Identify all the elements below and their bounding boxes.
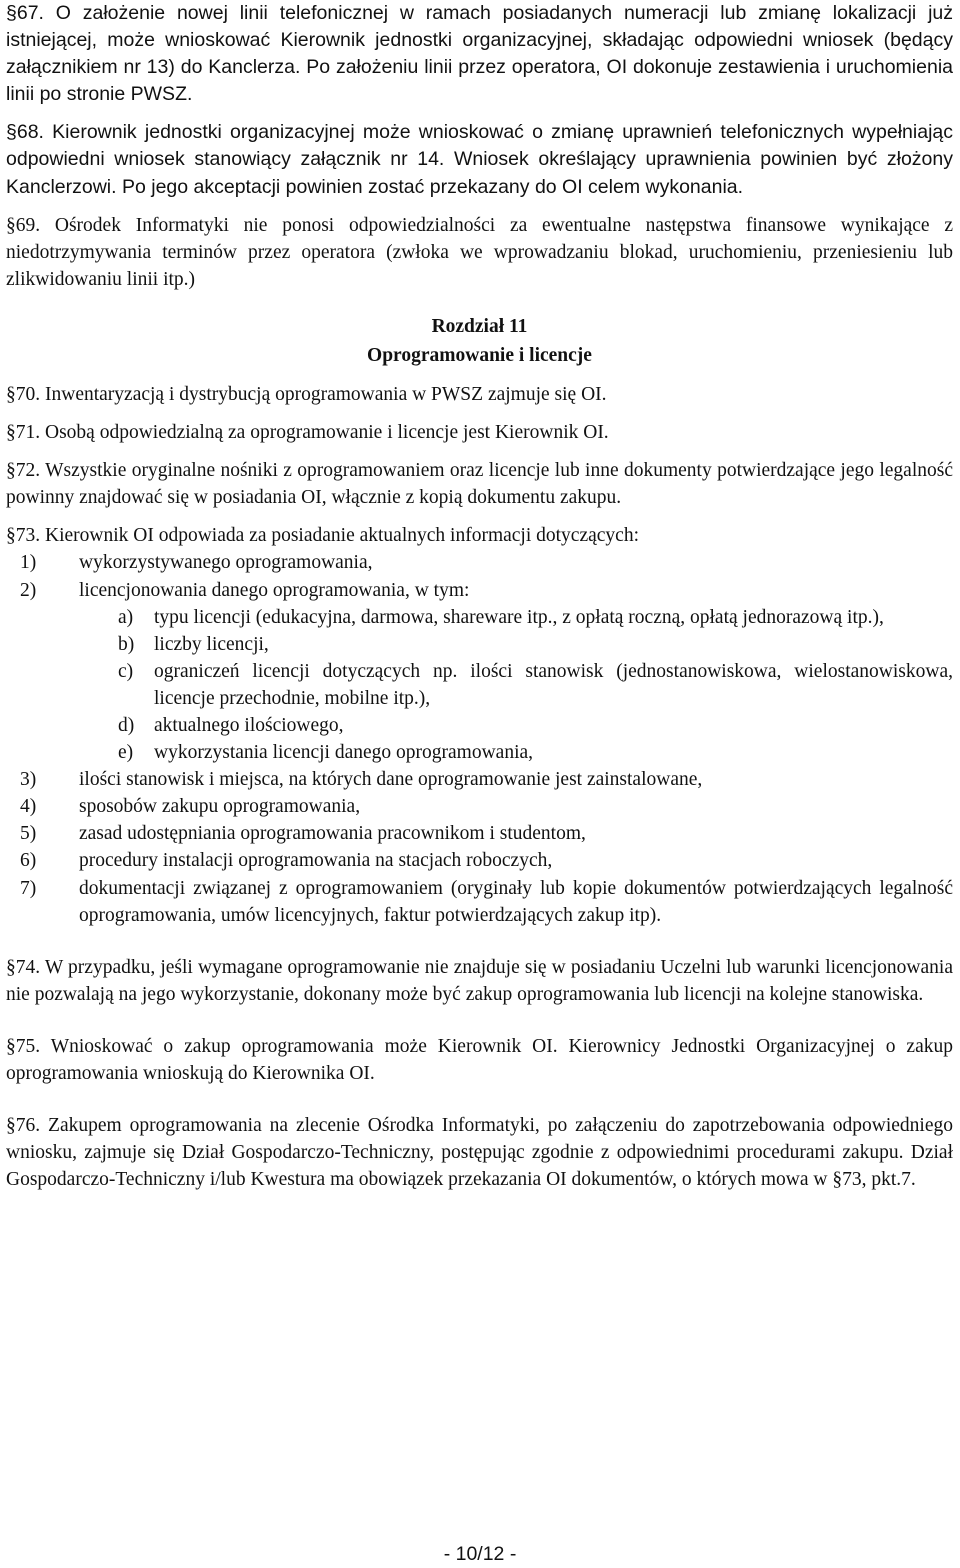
paragraph-70: §70. Inwentaryzacją i dystrybucją oprogramowania w PWSZ zajmuje się OI. — [6, 383, 607, 405]
sub-list-item — [6, 631, 953, 658]
sub-list-item — [6, 658, 953, 712]
sub-list-item — [6, 712, 953, 739]
sub-list-item-text: typu licencji (edukacyjna, darmowa, shareware itp., z opłatą roczną, opłatą jednorazową itp.), — [154, 606, 884, 628]
list-item-text: dokumentacji związanej z oprogramowaniem (oryginały lub kopie dokumentów potwierdzających legalność oprogramowania, umów licencyjnych, faktur potwierdzających zakup itp). — [79, 877, 953, 926]
list-item — [6, 766, 953, 793]
sub-list-item — [6, 739, 953, 766]
sub-list-item-text: aktualnego ilościowego, — [154, 714, 344, 736]
sub-list-item-text: wykorzystania licencji danego oprogramowania, — [154, 742, 534, 764]
page-number: - 10/12 - — [443, 1543, 517, 1565]
paragraph-76: §76. Zakupem oprogramowania na zlecenie Ośrodka Informatyki, po załączeniu do zapotrzebowania odpowiedniego wniosku, zajmuje się Dział Gospodarczo-Techniczny, postępując zgodnie z odpowiednimi procedurami zakupu. Dział Gospodarczo-Techniczny i/lub Kwestura ma obowiązek przekazania OI dokumentów, o których mowa w §73, pkt.7. — [6, 1115, 953, 1191]
sub-list-item-letter: a) — [118, 606, 134, 628]
list-item-text: zasad udostępniania oprogramowania pracownikom i studentom, — [79, 823, 586, 845]
list-item-number: 2) — [20, 579, 37, 601]
sub-list-item-letter: c) — [118, 660, 134, 682]
paragraph-68: §68. Kierownik jednostki organizacyjnej może wnioskować o zmianę uprawnień telefonicznych wypełniając odpowiedni wniosek stanowiący załącznik nr 14. Wniosek określający uprawnienia powinien być złożony Kanclerzowi. Po jego akceptacji powinien zostać przekazany do OI celem wykonania. — [6, 121, 953, 198]
sub-list-item-text: ograniczeń licencji dotyczących np. ilości stanowisk (jednostanowiskowa, wielostanowiskowa, licencje przechodnie, mobilne itp.), — [154, 660, 953, 709]
chapter-number: Rozdział 11 — [431, 315, 528, 337]
paragraph-74: §74. W przypadku, jeśli wymagane oprogramowanie nie znajduje się w posiadaniu Uczelni lub warunki licencjonowania nie pozwalają na jego wykorzystanie, dokonany może być zakup oprogramowania lub licencji na kolejne stanowiska. — [6, 956, 953, 1005]
chapter-heading — [6, 312, 953, 370]
sub-list-item-text: liczby licencji, — [154, 633, 269, 655]
list-item-text: licencjonowania danego oprogramowania, w tym: — [79, 579, 470, 601]
paragraph-75: §75. Wnioskować o zakup oprogramowania może Kierownik OI. Kierownicy Jednostki Organizacyjnej o zakup oprogramowania wnioskują do Kierownika OI. — [6, 1035, 953, 1084]
paragraph-67: §67. O założenie nowej linii telefonicznej w ramach posiadanych numeracji lub zmianę lokalizacji już istniejącej, może wnioskować Kierownik jednostki organizacyjnej, składając odpowiedni wniosek (będący załącznikiem nr 13) do Kanclerza. Po założeniu linii przez operatora, OI dokonuje zestawienia i uruchomienia linii po stronie PWSZ. — [6, 2, 953, 106]
list-item-number: 1) — [20, 552, 37, 574]
list-item — [6, 847, 953, 874]
list-item — [6, 793, 953, 820]
paragraph-73-intro: §73. Kierownik OI odpowiada za posiadanie aktualnych informacji dotyczących: — [6, 525, 639, 547]
paragraph-72: §72. Wszystkie oryginalne nośniki z oprogramowaniem oraz licencje lub inne dokumenty potwierdzające jego legalność powinny znajdować się w posiadania OI, włącznie z kopią dokumentu zakupu. — [6, 460, 953, 509]
list-item — [6, 549, 953, 576]
sub-list-item-letter: e) — [118, 742, 134, 764]
list-item — [6, 875, 953, 929]
paragraph-69: §69. Ośrodek Informatyki nie ponosi odpowiedzialności za ewentualne następstwa finansowe wynikające z niedotrzymywania terminów przez operatora (zwłoka we wprowadzaniu blokad, uruchomieniu, przeniesieniu lub zlikwidowaniu linii itp.) — [6, 214, 953, 290]
list-item-text: sposobów zakupu oprogramowania, — [79, 796, 361, 818]
paragraph-71: §71. Osobą odpowiedzialną za oprogramowanie i licencje jest Kierownik OI. — [6, 422, 609, 444]
list-item-number: 7) — [20, 877, 37, 899]
list-item-text: procedury instalacji oprogramowania na stacjach roboczych, — [79, 850, 553, 872]
chapter-title: Oprogramowanie i licencje — [367, 344, 592, 366]
list-item — [6, 820, 953, 847]
list-item-number: 3) — [20, 769, 37, 791]
sub-list-item-letter: b) — [118, 633, 135, 655]
list-item-number: 6) — [20, 850, 37, 872]
sub-list-item — [6, 604, 953, 631]
list-item-number: 5) — [20, 823, 37, 845]
list-73 — [6, 549, 953, 928]
list-item-text: ilości stanowisk i miejsca, na których dane oprogramowanie jest zainstalowane, — [79, 769, 703, 791]
list-item-text: wykorzystywanego oprogramowania, — [79, 552, 373, 574]
list-item-number: 4) — [20, 796, 37, 818]
sub-list-item-letter: d) — [118, 714, 135, 736]
list-item — [6, 577, 953, 604]
